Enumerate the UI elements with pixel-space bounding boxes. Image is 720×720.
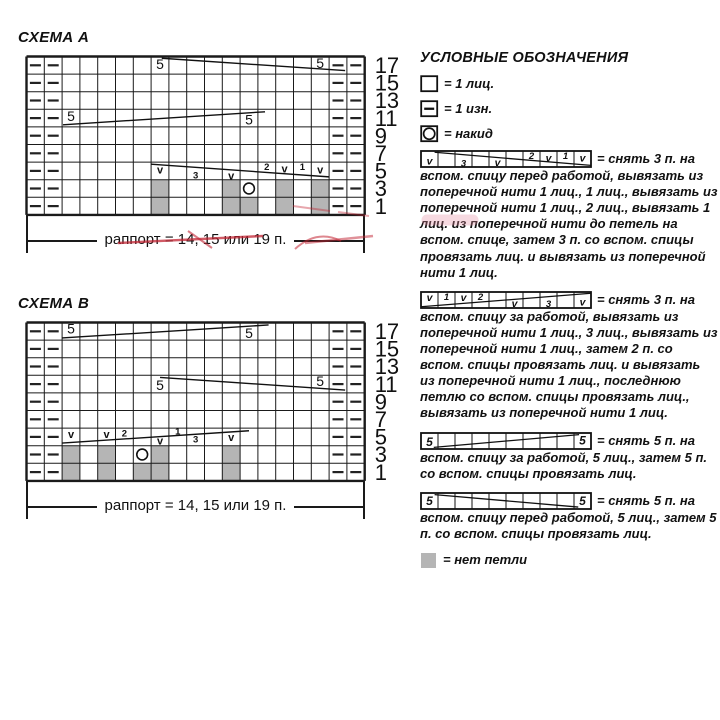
no-stitch-symbol-icon bbox=[420, 552, 439, 569]
svg-text:5: 5 bbox=[67, 107, 75, 124]
svg-text:9: 9 bbox=[374, 123, 387, 149]
chart-b-rapport-label: раппорт = 14, 15 или 19 п. bbox=[97, 497, 295, 514]
svg-text:5: 5 bbox=[316, 55, 325, 71]
svg-text:v: v bbox=[228, 170, 235, 183]
svg-text:v: v bbox=[281, 163, 288, 176]
svg-text:2: 2 bbox=[477, 291, 484, 303]
svg-text:17: 17 bbox=[374, 321, 400, 344]
svg-text:13: 13 bbox=[374, 88, 400, 114]
svg-text:1: 1 bbox=[299, 162, 306, 174]
svg-text:v: v bbox=[494, 156, 501, 168]
svg-text:7: 7 bbox=[374, 407, 387, 432]
legend-item-text: = накид bbox=[444, 126, 493, 141]
svg-text:5: 5 bbox=[156, 55, 164, 72]
legend-item-knit bbox=[420, 75, 718, 93]
svg-text:3: 3 bbox=[192, 434, 199, 446]
svg-text:v: v bbox=[426, 155, 433, 168]
svg-text:3: 3 bbox=[460, 158, 467, 168]
legend-items bbox=[420, 75, 718, 569]
legend-item-no-stitch bbox=[420, 552, 718, 569]
chart-a-rapport-bracket bbox=[26, 215, 365, 257]
svg-text:3: 3 bbox=[374, 176, 387, 202]
knit-symbol-icon bbox=[420, 75, 440, 93]
purl-symbol-icon bbox=[420, 100, 440, 118]
svg-text:v: v bbox=[426, 291, 433, 304]
svg-text:1: 1 bbox=[175, 426, 181, 438]
svg-text:5: 5 bbox=[245, 324, 253, 341]
chart-b-title: СХЕМА В bbox=[18, 295, 90, 312]
cable-3-front-symbol-icon bbox=[420, 150, 593, 168]
svg-text:5: 5 bbox=[374, 424, 387, 450]
svg-text:v: v bbox=[460, 291, 467, 304]
svg-text:15: 15 bbox=[374, 336, 400, 362]
svg-text:v: v bbox=[156, 164, 164, 177]
svg-text:2: 2 bbox=[264, 162, 270, 174]
svg-text:5: 5 bbox=[579, 493, 586, 508]
svg-text:5: 5 bbox=[426, 493, 433, 508]
legend-panel bbox=[420, 50, 718, 576]
svg-text:1: 1 bbox=[443, 291, 450, 303]
svg-text:9: 9 bbox=[374, 389, 387, 415]
legend-item-text: = снять 3 п. на вспом. спицу перед работой, вывязать из поперечной нити 1 лиц., 1 лиц., вывязать из поперечной нити 1 лиц., 2 лиц., вывязать 1 лиц. из поперечной нити до петель на вспом. спице, затем 3 п. со вспом. спицы провязать лиц. и вывязать из поперечной нити 1 лиц. bbox=[420, 151, 718, 280]
svg-text:5: 5 bbox=[316, 373, 325, 390]
svg-text:5: 5 bbox=[426, 434, 433, 449]
legend-item-text: = 1 изн. bbox=[444, 101, 493, 116]
legend-item-cable-3-front bbox=[420, 150, 718, 281]
svg-text:1: 1 bbox=[374, 193, 387, 218]
svg-text:v: v bbox=[317, 164, 324, 177]
svg-text:v: v bbox=[545, 152, 552, 165]
svg-text:v: v bbox=[228, 431, 235, 444]
chart-b-rapport-bracket bbox=[26, 481, 365, 523]
legend-item-text: = снять 3 п. на вспом. спицу за работой, вывязать из поперечной нити 1 лиц., 3 лиц., вывязать из поперечной нити 1 лиц., затем 2 п. со вспом. спицы провязать лиц. и вывязать из поперечной нити 1 лиц., последнюю петлю со вспом. спицы провязать лиц., вывязать из поперечной нити 1 лиц. bbox=[420, 291, 718, 421]
svg-text:v: v bbox=[579, 152, 586, 165]
svg-text:5: 5 bbox=[245, 111, 253, 128]
svg-text:v: v bbox=[67, 428, 75, 441]
svg-text:5: 5 bbox=[67, 321, 75, 337]
chart-a-rapport-label: раппорт = 14, 15 или 19 п. bbox=[97, 231, 295, 248]
svg-text:15: 15 bbox=[374, 70, 400, 96]
legend-item-purl bbox=[420, 100, 718, 118]
svg-text:1: 1 bbox=[562, 151, 569, 163]
svg-text:3: 3 bbox=[192, 170, 199, 182]
svg-text:v: v bbox=[511, 297, 518, 309]
svg-text:3: 3 bbox=[374, 442, 387, 468]
legend-item-cable-5-front bbox=[420, 492, 718, 542]
chart-b-grid bbox=[25, 321, 401, 484]
svg-text:v: v bbox=[156, 435, 164, 448]
svg-text:2: 2 bbox=[528, 151, 535, 163]
svg-text:17: 17 bbox=[374, 55, 400, 78]
svg-text:5: 5 bbox=[579, 432, 586, 447]
legend-item-cable-5-back bbox=[420, 432, 718, 482]
chart-a-grid bbox=[25, 55, 401, 218]
cable-5-back-symbol-icon bbox=[420, 432, 593, 450]
svg-text:11: 11 bbox=[374, 105, 398, 131]
legend-header: УСЛОВНЫЕ ОБОЗНАЧЕНИЯ bbox=[420, 50, 629, 66]
svg-text:13: 13 bbox=[374, 354, 400, 380]
yarn-over-symbol-icon bbox=[420, 125, 440, 143]
cable-5-front-symbol-icon bbox=[420, 492, 593, 510]
svg-text:3: 3 bbox=[545, 298, 552, 309]
legend-item-text: = нет петли bbox=[443, 551, 528, 567]
svg-text:5: 5 bbox=[374, 158, 387, 184]
chart-a-title: СХЕМА А bbox=[18, 29, 90, 46]
legend-item-text: = снять 5 п. на вспом. спицу за работой, 5 лиц., затем 5 п. со вспом. спицы провязать лиц. bbox=[420, 432, 707, 481]
svg-text:7: 7 bbox=[374, 141, 387, 166]
cable-3-back-symbol-icon bbox=[420, 291, 593, 309]
svg-text:5: 5 bbox=[156, 377, 164, 394]
svg-text:v: v bbox=[103, 428, 110, 441]
legend-item-yarn-over bbox=[420, 125, 718, 143]
svg-text:2: 2 bbox=[121, 428, 128, 440]
legend-item-cable-3-back bbox=[420, 291, 718, 422]
svg-text:1: 1 bbox=[374, 459, 387, 484]
legend-item-text: = 1 лиц. bbox=[444, 76, 495, 91]
legend-item-text: = снять 5 п. на вспом. спицу перед работой, 5 лиц., затем 5 п. со вспом. спицы провязать лиц. bbox=[420, 492, 717, 541]
svg-text:11: 11 bbox=[374, 371, 398, 397]
svg-text:v: v bbox=[579, 296, 586, 309]
